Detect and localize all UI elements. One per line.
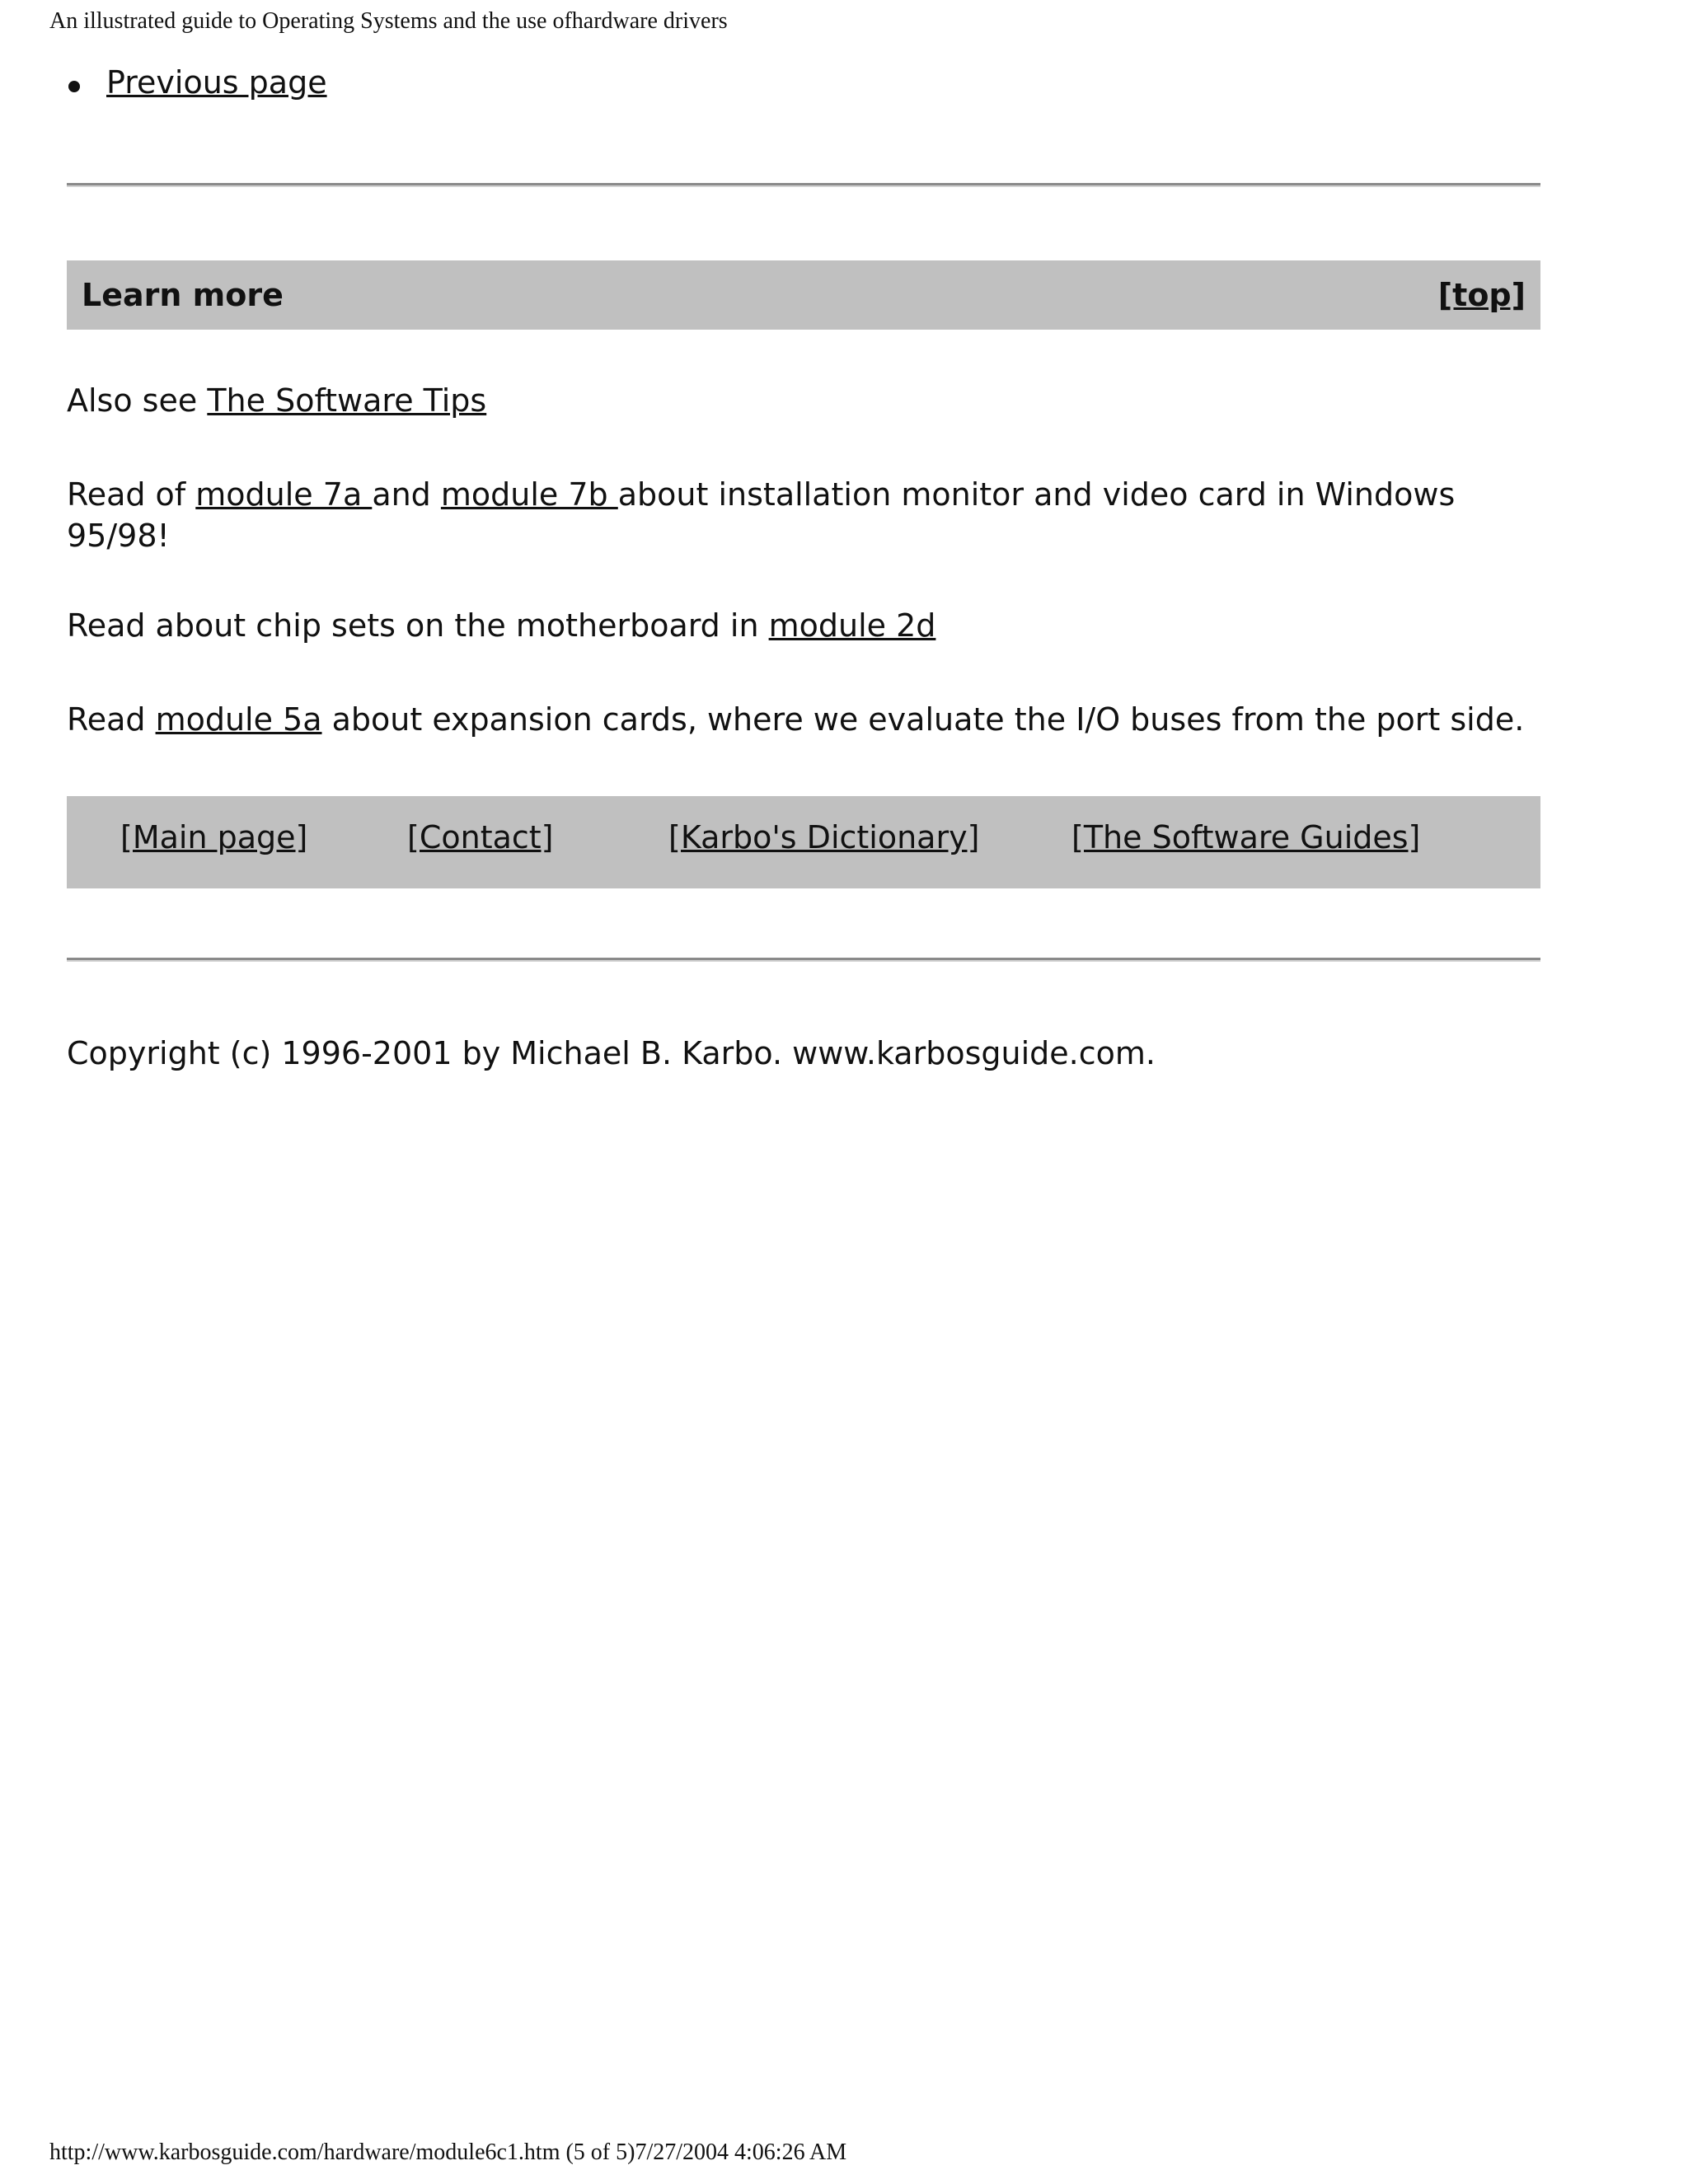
paragraph-chip-sets: [67, 605, 1540, 646]
text: Read: [67, 701, 156, 738]
module-2d-link[interactable]: module 2d: [768, 607, 936, 644]
divider: [67, 183, 1540, 187]
top-link[interactable]: [top]: [1437, 277, 1526, 313]
copyright-text: Copyright (c) 1996-2001 by Michael B. Karbo. www.karbosguide.com.: [67, 1035, 1156, 1071]
paragraph-software-tips: [67, 380, 1540, 421]
nav-list: [67, 63, 327, 103]
print-header: An illustrated guide to Operating Systems and the use ofhardware drivers: [49, 8, 728, 34]
bottom-nav-bar: [67, 796, 1540, 888]
bullet-icon: [68, 81, 80, 92]
text: Read of: [67, 476, 196, 513]
paragraph-modules-7: [67, 474, 1540, 556]
previous-page-link[interactable]: Previous page: [106, 64, 327, 101]
text: and: [372, 476, 441, 513]
module-7a-link[interactable]: module 7a: [195, 476, 373, 513]
dictionary-link[interactable]: [Karbo's Dictionary]: [668, 819, 980, 855]
divider: [67, 958, 1540, 962]
section-title: Learn more: [82, 277, 284, 313]
module-5a-link[interactable]: module 5a: [155, 701, 322, 738]
module-7b-link[interactable]: module 7b: [440, 476, 618, 513]
text: about expansion cards, where we evaluate the I/O buses from the port side.: [321, 701, 1525, 738]
contact-link[interactable]: [Contact]: [407, 819, 554, 855]
text: Read about chip sets on the motherboard in: [67, 607, 769, 644]
paragraph-expansion-cards: [67, 699, 1540, 740]
software-tips-link[interactable]: The Software Tips: [207, 382, 487, 419]
text: about installation monitor and video card in Windows 95/98!: [67, 476, 1456, 554]
text: Also see: [67, 382, 208, 419]
print-footer: http://www.karbosguide.com/hardware/module6c1.htm (5 of 5)7/27/2004 4:06:26 AM: [49, 2139, 847, 2165]
main-page-link[interactable]: [Main page]: [120, 819, 308, 855]
software-guides-link[interactable]: [The Software Guides]: [1071, 819, 1421, 855]
list-item: [67, 63, 327, 103]
learn-more-header: [67, 260, 1540, 330]
